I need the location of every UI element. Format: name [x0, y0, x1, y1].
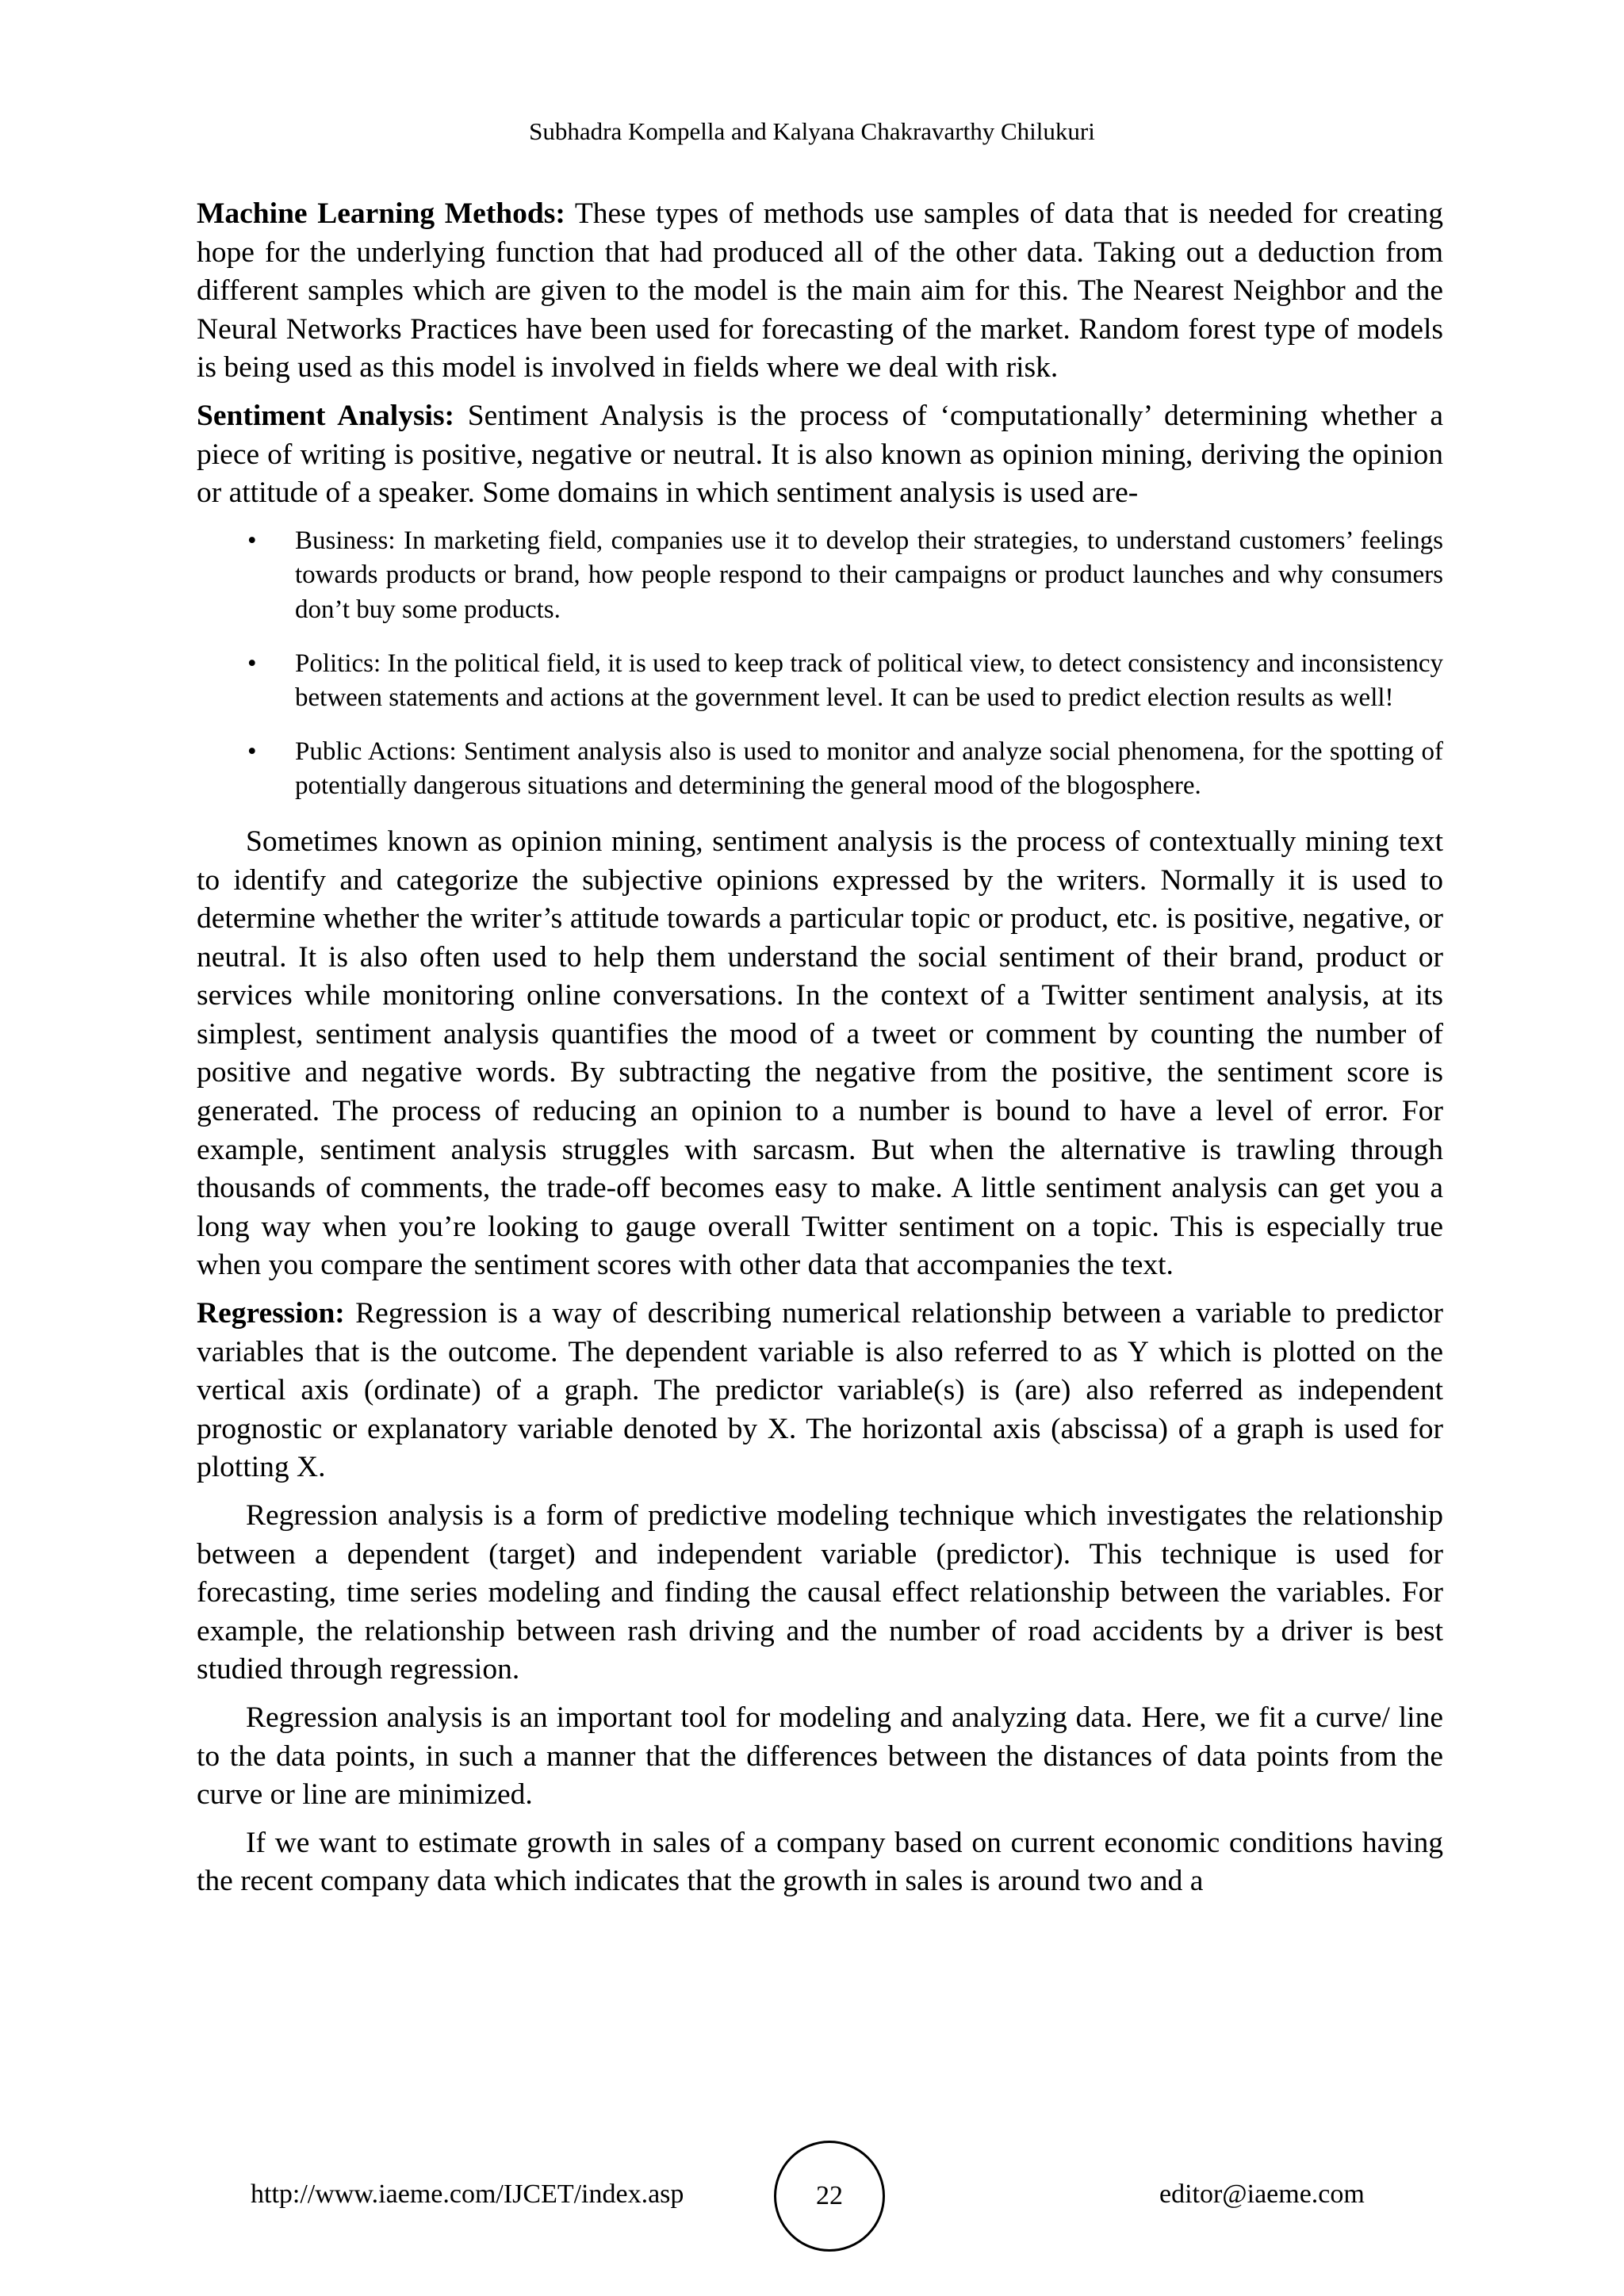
list-item-politics: [197, 647, 1443, 716]
sales-growth-paragraph: If we want to estimate growth in sales of a company based on current economic conditions having the recent company data which indicates that the growth in sales is around two and a: [197, 1826, 1443, 1898]
ml-text: These types of methods use samples of data that is needed for creating hope for the underlying function that had produced all of the other data. Taking out a deduction from different samples which are given to the model is the main aim for this. The Nearest Neighbor and the Neural Networks Practices have been used for forecasting of the market. Random forest type of models is being used as this model is involved in fields where we deal with risk.: [197, 197, 1443, 385]
bullet-dot-icon: •: [247, 649, 257, 678]
regression-paragraph: [197, 1295, 1443, 1487]
sentiment-detail-paragraph: Sometimes known as opinion mining, sentiment analysis is the process of contextually mining text to identify and categorize the subjective opinions expressed by the writers. Normally it is used to determine whether the writer’s attitude towards a particular topic or product, etc. is positive, negative, or neutral. It is also often used to help them understand the social sentiment of their brand, product or services while monitoring online conversations. In the context of a Twitter sentiment analysis, at its simplest, sentiment analysis quantifies the mood of a tweet or comment by counting the number of positive and negative words. By subtracting the negative from the positive, the sentiment score is generated. The process of reducing an opinion to a number is bound to have a level of error. For example, sentiment analysis struggles with sarcasm. But when the alternative is trawling through thousands of comments, the trade-off becomes easy to make. A little sentiment analysis can get you a long way when you’re looking to gauge overall Twitter sentiment on a topic. This is especially true when you compare the sentiment scores with other data that accompanies the text.: [197, 825, 1443, 1282]
bullet-dot-icon: •: [247, 737, 257, 766]
regression-analysis-paragraph: Regression analysis is a form of predictive modeling technique which investigates the relationship between a dependent (target) and independent variable (predictor). This technique is used for forecasting, time series modeling and finding the causal effect relationship between the variables. For example, the relationship between rash driving and the number of road accidents by a driver is best studied through regression.: [197, 1499, 1443, 1686]
bullet-dot-icon: •: [247, 526, 257, 555]
bullet-text-politics: Politics: In the political field, it is used to keep track of political view, to detect consistency and inconsistency between statements and actions at the government level. It can be used to predict election results as well!: [295, 649, 1443, 713]
sentiment-heading: Sentiment Analysis:: [197, 399, 455, 432]
list-item-business: [197, 524, 1443, 628]
page-footer: [0, 2141, 1624, 2252]
running-header: Subhadra Kompella and Kalyana Chakravarthy Chilukuri: [529, 117, 1095, 145]
regression-fit-paragraph: Regression analysis is an important tool for modeling and analyzing data. Here, we fit a curve/ line to the data points, in such a manner that the differences between the distances of data points from the curve or line are minimized.: [197, 1701, 1443, 1812]
footer-email-link[interactable]: editor@iaeme.com: [1159, 2179, 1365, 2209]
ml-heading: Machine Learning Methods:: [197, 197, 565, 230]
domain-bullet-list: [197, 524, 1443, 804]
list-item-public-actions: [197, 735, 1443, 804]
sentiment-text: Sentiment Analysis is the process of ‘computationally’ determining whether a piece of writing is positive, negative or neutral. It is also known as opinion mining, deriving the opinion or attitude of a speaker. Some domains in which sentiment analysis is used are-: [197, 399, 1443, 510]
sentiment-paragraph: [197, 397, 1443, 513]
bullet-text-public-actions: Public Actions: Sentiment analysis also is used to monitor and analyze social phenomena, for the spotting of potentially dangerous situations and determining the general mood of the blogosphere.: [295, 737, 1443, 801]
page-body: [197, 195, 1443, 1911]
ml-paragraph: [197, 195, 1443, 388]
footer-url-link[interactable]: http://www.iaeme.com/IJCET/index.asp: [251, 2179, 684, 2209]
regression-text: Regression is a way of describing numerical relationship between a variable to predictor variables that is the outcome. The dependent variable is also referred to as Y which is plotted on the vertical axis (ordinate) of a graph. The predictor variable(s) is (are) also referred as independent prognostic or explanatory variable denoted by X. The horizontal axis (abscissa) of a graph is used for plotting X.: [197, 1297, 1443, 1484]
bullet-text-business: Business: In marketing field, companies use it to develop their strategies, to understand customers’ feelings towards products or brand, how people respond to their campaigns or product launches and why consumers don’t buy some products.: [295, 526, 1443, 624]
page-number: 22: [816, 2181, 843, 2210]
regression-heading: Regression:: [197, 1297, 345, 1330]
page-number-circle: [774, 2141, 885, 2252]
